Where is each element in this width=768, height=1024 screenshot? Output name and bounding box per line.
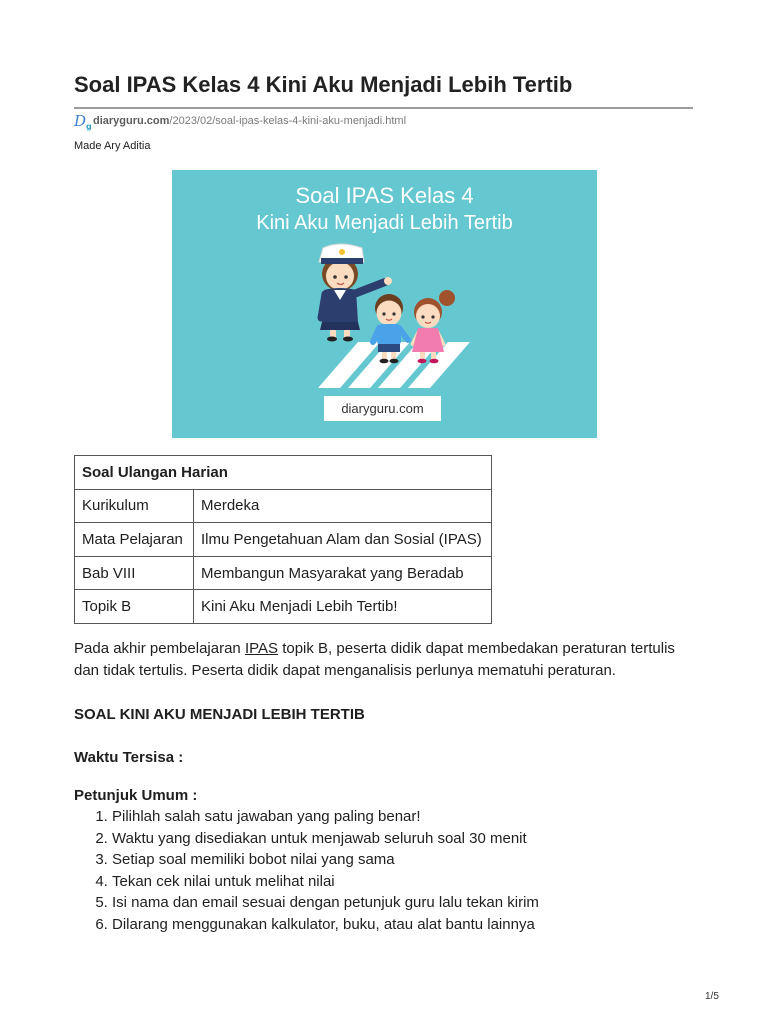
table-label-cell: Topik B (75, 590, 194, 624)
source-path: /2023/02/soal-ipas-kelas-4-kini-aku-menjadi.html (169, 115, 407, 127)
page-number: 1/5 (705, 991, 719, 1002)
banner-image (172, 170, 597, 438)
table-label-cell: Mata Pelajaran (75, 523, 194, 557)
source-link[interactable] (74, 114, 406, 134)
table-label-cell: Kurikulum (75, 489, 194, 523)
title-divider (74, 107, 693, 109)
table-row (75, 489, 492, 523)
source-domain: diaryguru.com (93, 115, 170, 127)
list-item: 1. Pilihlah salah satu jawaban yang paling benar! (112, 806, 539, 828)
table-row (75, 590, 492, 624)
instructions-heading: Petunjuk Umum : (74, 787, 198, 804)
logo-subscript: g (86, 122, 92, 131)
table-value-cell: Kini Aku Menjadi Lebih Tertib! (194, 590, 492, 624)
info-table (74, 455, 492, 624)
author-name: Made Ary Aditia (74, 140, 151, 152)
table-header-cell: Soal Ulangan Harian (75, 456, 492, 490)
timer-label: Waktu Tersisa : (74, 749, 184, 766)
site-logo-icon (74, 114, 93, 134)
list-item: 2. Waktu yang disediakan untuk menjawab seluruh soal 30 menit (112, 828, 539, 850)
list-item: 6. Dilarang menggunakan kalkulator, buku, atau alat bantu lainnya (112, 914, 539, 936)
list-item: 5. Isi nama dan email sesuai dengan petunjuk guru lalu tekan kirim (112, 892, 539, 914)
table-row (75, 456, 492, 490)
intro-text-end: topik B, peserta didik dapat membedakan peraturan tertulis dan tidak tertulis. Peserta didik dapat menganalisis perlunya mematuhi peraturan. (74, 640, 675, 679)
table-value-cell: Membangun Masyarakat yang Beradab (194, 556, 492, 590)
list-item: 3. Setiap soal memiliki bobot nilai yang sama (112, 849, 539, 871)
table-row (75, 523, 492, 557)
instructions-list (74, 806, 539, 936)
list-item: 4. Tekan cek nilai untuk melihat nilai (112, 871, 539, 893)
table-row (75, 556, 492, 590)
section-heading: SOAL KINI AKU MENJADI LEBIH TERTIB (74, 706, 365, 723)
logo-letter: D (74, 112, 87, 130)
ipas-link[interactable]: IPAS (244, 640, 279, 657)
table-label-cell: Bab VIII (75, 556, 194, 590)
banner-site-label: diaryguru.com (324, 396, 441, 421)
banner-subtitle: Kini Aku Menjadi Lebih Tertib (256, 212, 513, 234)
intro-text-start: Pada akhir pembelajaran (74, 640, 245, 657)
table-value-cell: Ilmu Pengetahuan Alam dan Sosial (IPAS) (194, 523, 492, 557)
intro-paragraph (74, 638, 699, 682)
article-title: Soal IPAS Kelas 4 Kini Aku Menjadi Lebih Tertib (74, 72, 573, 97)
banner-title: Soal IPAS Kelas 4 (295, 183, 474, 208)
table-value-cell: Merdeka (194, 489, 492, 523)
